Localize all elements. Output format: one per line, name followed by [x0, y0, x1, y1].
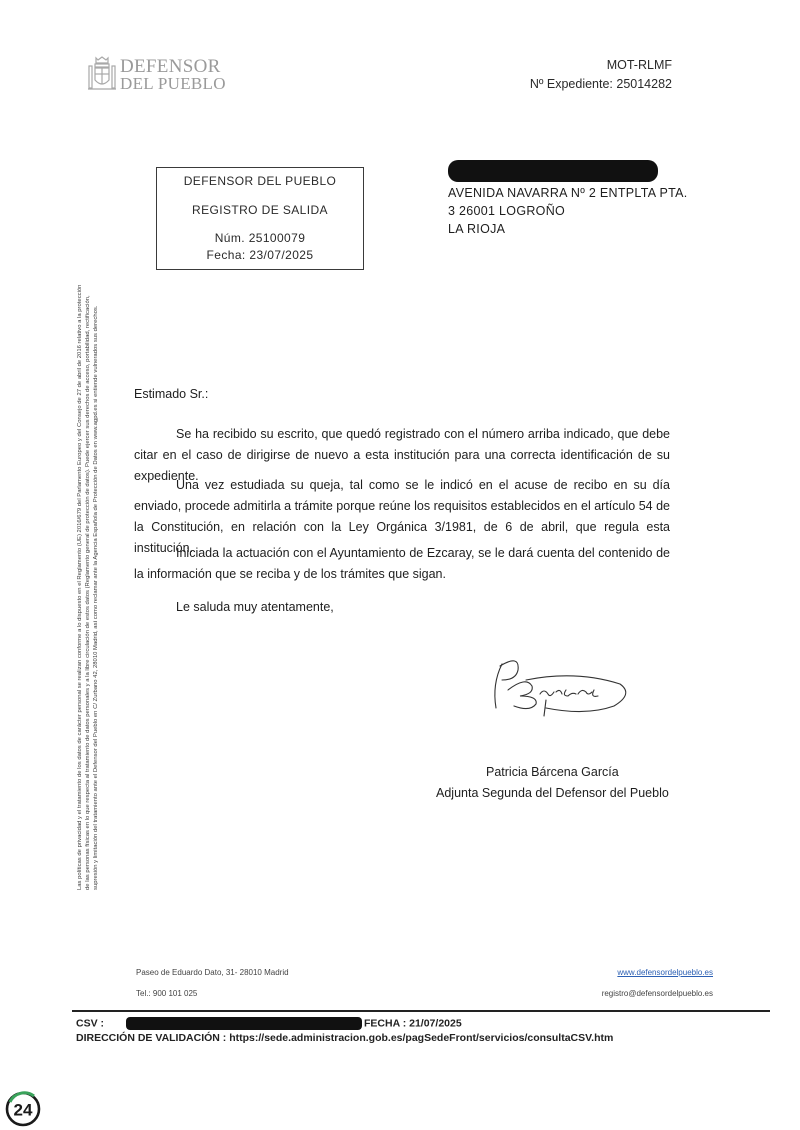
- coat-of-arms-icon: [88, 56, 118, 94]
- institution-logo: [88, 56, 228, 96]
- legal-line3: supresión y limitación del tratamiento ante el Defensor del Pueblo en C/ Zurbano 42, 28010 Madrid, así como reclamar ante la Agencia Española de Protección de Datos en www.agpd.es si entiende vulnerados sus derechos.: [93, 305, 100, 890]
- footer-contact-right: [602, 962, 713, 1004]
- redacted-recipient-name: [448, 160, 658, 182]
- reference-code: MOT-RLMF: [606, 58, 672, 72]
- stamp-number: Núm. 25100079: [214, 231, 306, 245]
- logo-text-line2: DEL PUEBLO: [120, 74, 226, 93]
- logo-text-line1: DEFENSOR: [120, 56, 221, 77]
- stamp-date: Fecha: 23/07/2025: [206, 248, 314, 262]
- address-line1: AVENIDA NAVARRA Nº 2 ENTPLTA PTA.: [448, 186, 688, 200]
- address-line2: 3 26001 LOGROÑO: [448, 204, 566, 218]
- address-line3: LA RIOJA: [448, 222, 506, 236]
- letter-paragraph-3: Iniciada la actuación con el Ayuntamiento de Ezcaray, se le dará cuenta del contenido de la información que se reciba y de los trámites que sigan.: [134, 546, 670, 581]
- csv-date: FECHA : 21/07/2025: [364, 1017, 462, 1030]
- stamp-org: DEFENSOR DEL PUEBLO: [183, 174, 337, 188]
- recipient-address: [448, 160, 688, 238]
- handwritten-signature: [486, 650, 636, 720]
- footer-contact-left: [136, 962, 289, 1004]
- validation-url[interactable]: DIRECCIÓN DE VALIDACIÓN : https://sede.administracion.gob.es/pagSedeFront/servicios/consultaCSV.htm: [76, 1032, 614, 1044]
- stamp-registry: REGISTRO DE SALIDA: [192, 203, 328, 217]
- legal-line1: Las políticas de privacidad y el tratamiento de los datos de carácter personal se realizan conforme a lo dispuesto en el Reglamento (UE) 2016/679 del Parlamento Europeo y del Consejo de 27 de abril de 2016 relativo a la protección: [77, 284, 83, 890]
- salutation: Estimado Sr.:: [134, 387, 209, 401]
- csv-label: CSV :: [76, 1017, 105, 1030]
- document-reference: [530, 56, 672, 94]
- letter-paragraph-1: Se ha recibido su escrito, que quedó registrado con el número arriba indicado, que debe citar en el caso de dirigirse de nuevo a esta institución para una correcta identificación de su expediente.: [134, 427, 670, 483]
- signer-name: Patricia Bárcena García: [486, 765, 619, 779]
- closing-line: Le saluda muy atentamente,: [176, 600, 334, 614]
- letter-paragraph-2: Una vez estudiada su queja, tal como se le indicó en el acuse de recibo en su día enviado, procede admitirla a trámite porque reúne los requisitos establecidos en el artículo 54 de la Constitución, en relación con la Ley Orgánica 3/1981, de 6 de abril, que regula esta institución.: [134, 478, 670, 555]
- news-badge-icon: [4, 1090, 42, 1128]
- csv-row: [76, 1017, 462, 1030]
- footer-divider: [72, 1010, 770, 1012]
- signer-title: Adjunta Segunda del Defensor del Pueblo: [436, 786, 669, 800]
- footer-phone: Tel.: 900 101 025: [136, 989, 198, 998]
- footer-address: Paseo de Eduardo Dato, 31- 28010 Madrid: [136, 968, 289, 977]
- file-number: Nº Expediente: 25014282: [529, 77, 672, 91]
- redacted-csv-code: [126, 1017, 362, 1030]
- footer-email[interactable]: registro@defensordelpueblo.es: [601, 989, 713, 998]
- website-link[interactable]: www.defensordelpueblo.es: [617, 968, 713, 977]
- registry-stamp: [156, 167, 364, 270]
- privacy-legal-notice: [76, 170, 101, 890]
- legal-line2: de las personas físicas en lo que respecta al tratamiento de datos personales y a la libre circulación de estos datos (Reglamento general de protección de datos). Puede ejercer sus derechos de acceso, portabilidad, rectificación,: [85, 295, 92, 890]
- badge-number: 24: [13, 1100, 33, 1120]
